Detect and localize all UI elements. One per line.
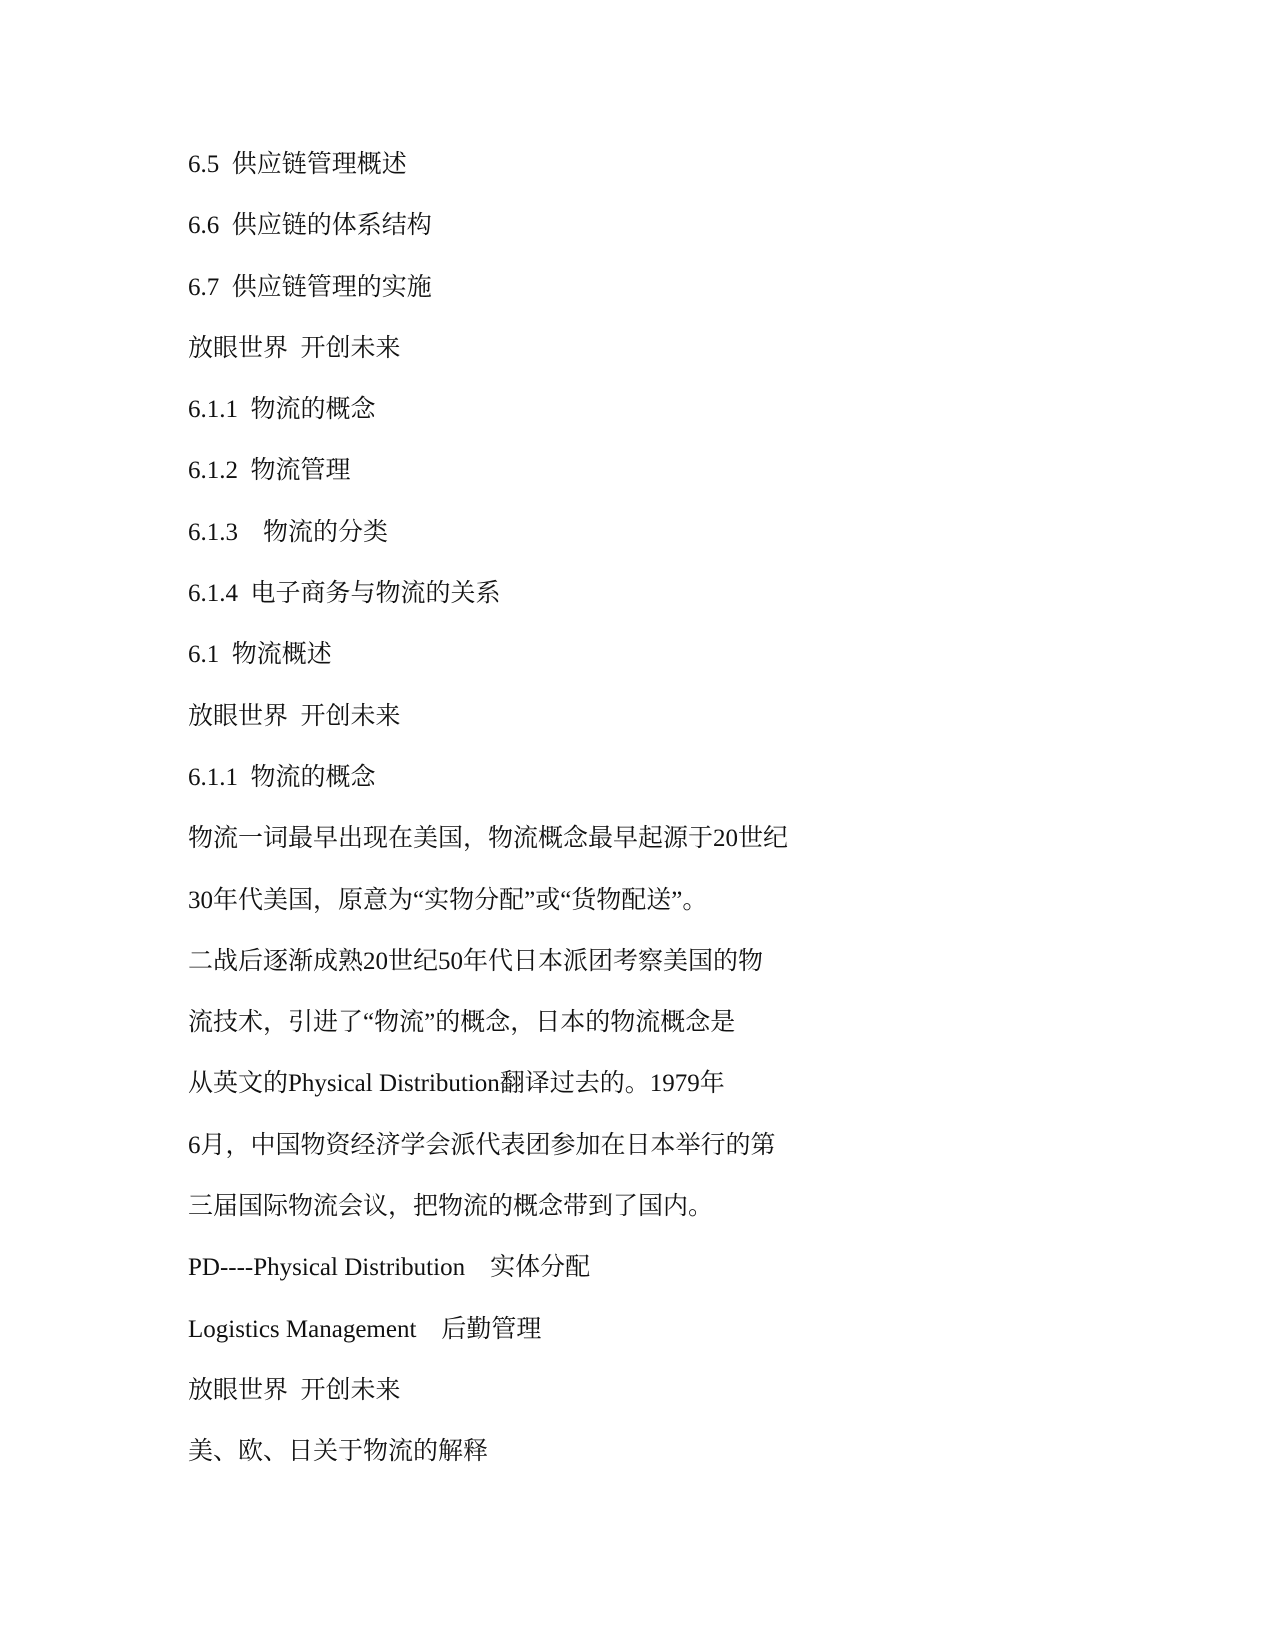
toc-line-6-1-1: 6.1.1 物流的概念	[188, 396, 376, 424]
body-text-line: 6月，中国物资经济学会派代表团参加在日本举行的第	[188, 1131, 776, 1159]
toc-line-6-1-3: 6.1.3 物流的分类	[188, 518, 389, 546]
body-text-line: 二战后逐渐成熟20世纪50年代日本派团考察美国的物	[188, 947, 764, 975]
slogan-line: 放眼世界 开创未来	[188, 702, 401, 730]
body-text-line: 从英文的Physical Distribution翻译过去的。1979年	[188, 1070, 725, 1098]
toc-line-6-5: 6.5 供应链管理概述	[188, 151, 407, 178]
term-definition-logistics: Logistics Management 后勤管理	[188, 1315, 542, 1343]
body-text-line: 物流一词最早出现在美国，物流概念最早起源于20世纪	[188, 825, 789, 853]
body-text-line: 流技术，引进了“物流”的概念，日本的物流概念是	[188, 1009, 736, 1037]
section-heading-6-1: 6.1 物流概述	[188, 641, 332, 669]
slogan-line: 放眼世界 开创未来	[188, 334, 401, 362]
section-heading-6-1-1: 6.1.1 物流的概念	[188, 763, 376, 791]
slogan-line: 放眼世界 开创未来	[188, 1376, 401, 1404]
toc-line-6-6: 6.6 供应链的体系结构	[188, 212, 432, 240]
term-definition-pd: PD----Physical Distribution 实体分配	[188, 1254, 591, 1282]
subsection-heading: 美、欧、日关于物流的解释	[188, 1438, 489, 1466]
body-text-line: 三届国际物流会议，把物流的概念带到了国内。	[188, 1193, 714, 1221]
toc-line-6-7: 6.7 供应链管理的实施	[188, 273, 432, 301]
document-body	[188, 145, 1088, 1494]
toc-line-6-1-4: 6.1.4 电子商务与物流的关系	[188, 580, 501, 608]
toc-line-6-1-2: 6.1.2 物流管理	[188, 457, 351, 485]
body-text-line: 30年代美国，原意为“实物分配”或“货物配送”。	[188, 886, 708, 914]
